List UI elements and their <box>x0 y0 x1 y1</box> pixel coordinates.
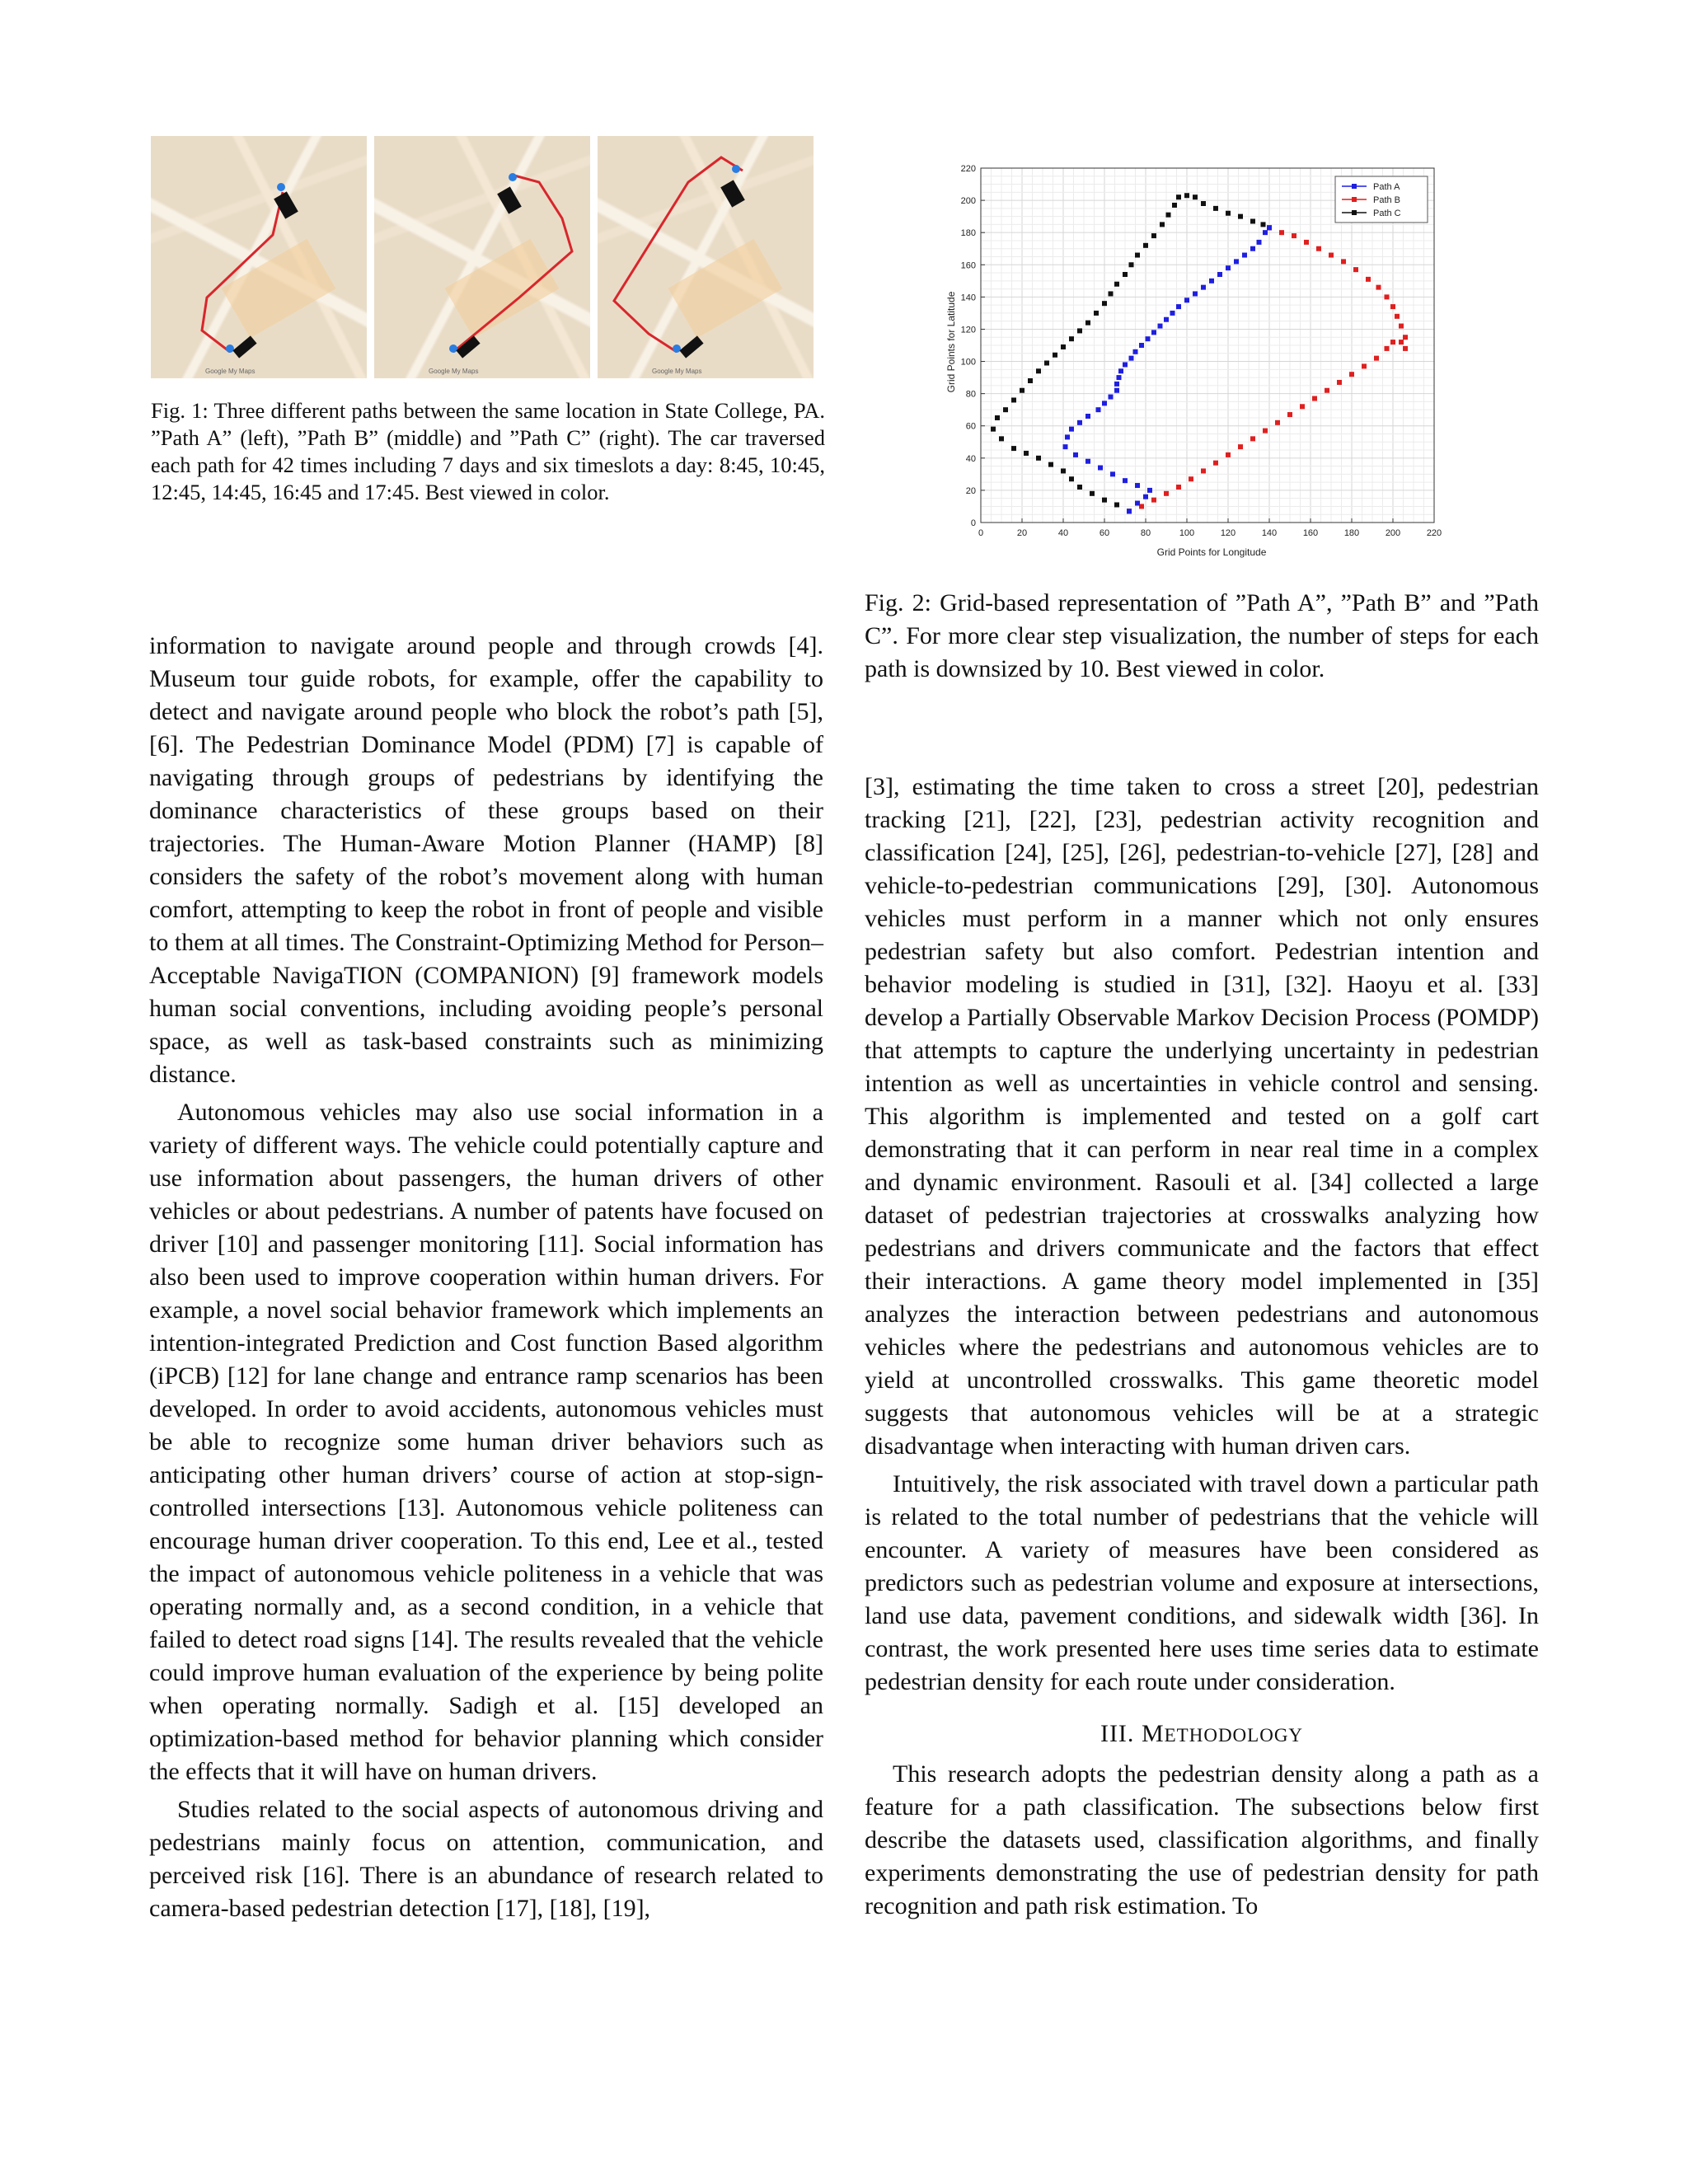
data-point <box>1287 412 1292 417</box>
x-tick-label: 120 <box>1220 528 1236 538</box>
data-point <box>1193 194 1198 199</box>
data-point <box>1160 222 1165 227</box>
data-point <box>1184 193 1189 198</box>
y-axis-label: Grid Points for Latitude <box>945 291 957 393</box>
y-tick-label: 20 <box>965 485 976 496</box>
data-point <box>1385 346 1390 351</box>
data-point <box>1226 211 1231 216</box>
data-point <box>1151 233 1156 238</box>
data-point <box>1061 468 1066 473</box>
data-point <box>1135 253 1140 258</box>
data-point <box>1096 407 1101 412</box>
x-tick-label: 100 <box>1179 528 1195 538</box>
x-tick-label: 220 <box>1426 528 1442 538</box>
data-point <box>1312 396 1317 401</box>
y-tick-label: 60 <box>965 421 976 432</box>
x-tick-label: 60 <box>1099 528 1110 538</box>
map-path-b <box>374 136 590 378</box>
chart-legend <box>1335 176 1428 223</box>
data-point <box>1234 259 1239 264</box>
y-tick-label: 200 <box>960 196 976 207</box>
data-point <box>1390 304 1395 309</box>
data-point <box>1123 272 1128 277</box>
data-point <box>1189 476 1193 481</box>
x-tick-label: 180 <box>1343 528 1360 538</box>
y-tick-label: 140 <box>960 293 976 303</box>
data-point <box>1109 395 1114 400</box>
y-tick-label: 160 <box>960 260 976 271</box>
data-point <box>1193 291 1198 296</box>
data-point <box>991 427 996 432</box>
start-marker-icon <box>732 165 740 173</box>
end-marker-icon <box>226 344 234 353</box>
data-point <box>1069 476 1074 481</box>
data-point <box>1048 462 1053 467</box>
data-point <box>1238 214 1243 219</box>
data-point <box>1117 375 1122 380</box>
y-tick-label: 100 <box>960 357 976 368</box>
data-point <box>1366 277 1371 282</box>
data-point <box>1213 206 1218 211</box>
data-point <box>1316 246 1321 251</box>
data-point <box>1090 491 1095 496</box>
x-tick-label: 80 <box>1140 528 1151 538</box>
figure-1-caption: Fig. 1: Three different paths between the same location in State College, PA. ”Path A” (left), ”Path B” (middle) and ”Path C” (right). The car traversed each path for 42 times including 7 days and six timeslots a day: 8:45, 10:45, 12:45, 14:45, 16:45 and 17:45. Best viewed in color. <box>151 398 825 504</box>
data-point <box>1143 494 1148 499</box>
data-point <box>1069 336 1074 341</box>
data-point <box>1143 243 1148 248</box>
data-point <box>1349 372 1354 377</box>
data-point <box>1102 498 1107 503</box>
paragraph: This research adopts the pedestrian density along a path as a feature for a path classification. The subsections below first describe the datasets used, classification algorithms, and finally experiments demonstrating the use of pedestrian density for path recognition and path risk estimation. To <box>865 1760 1539 1919</box>
data-point <box>1176 194 1181 199</box>
data-point <box>1390 340 1395 344</box>
data-point <box>1114 282 1119 287</box>
data-point <box>1102 301 1107 306</box>
y-tick-label: 0 <box>970 518 976 528</box>
data-point <box>1085 321 1090 326</box>
data-point <box>1166 213 1171 218</box>
figure-2-caption: Fig. 2: Grid-based representation of ”Path A”, ”Path B” and ”Path C”. For more clear step visualization, the number of steps for each path is downsized by 10. Best viewed in color. <box>865 589 1539 682</box>
legend-label: Path C <box>1373 209 1401 218</box>
map-path-a-route <box>151 136 367 378</box>
data-point <box>1238 444 1243 449</box>
data-point <box>1164 317 1169 322</box>
data-point <box>1151 498 1156 503</box>
left-column <box>149 630 823 1925</box>
data-point <box>1147 488 1152 493</box>
data-point <box>1114 503 1119 508</box>
data-point <box>1263 230 1268 235</box>
data-point <box>1158 324 1163 329</box>
data-point <box>1209 279 1214 284</box>
legend-label: Path B <box>1373 195 1401 205</box>
data-point <box>1217 272 1222 277</box>
data-point <box>1267 225 1272 230</box>
map-path-b-route <box>374 136 590 378</box>
figure-2-chart <box>940 157 1451 569</box>
data-point <box>1020 388 1025 393</box>
data-point <box>1077 328 1082 333</box>
data-point <box>1300 404 1305 409</box>
y-tick-label: 220 <box>960 164 976 174</box>
data-point <box>1073 452 1078 457</box>
data-point <box>1123 478 1128 483</box>
path-grid-chart <box>940 157 1451 569</box>
map-credit: Google My Maps <box>205 368 256 375</box>
data-point <box>1036 456 1041 461</box>
figure-1 <box>151 136 825 378</box>
section-number: III. <box>1100 1720 1135 1747</box>
right-column <box>865 771 1539 1923</box>
data-point <box>1011 397 1016 402</box>
svg-text:Google My Maps: Google My Maps <box>429 368 479 375</box>
legend-marker <box>1352 210 1357 215</box>
data-point <box>1127 509 1132 513</box>
data-point <box>1385 294 1390 299</box>
data-point <box>1129 356 1134 361</box>
data-point <box>1250 246 1255 251</box>
x-tick-label: 200 <box>1385 528 1401 538</box>
data-point <box>1226 265 1231 270</box>
data-point <box>1213 461 1218 466</box>
paragraph: [3], estimating the time taken to cross a street [20], pedestrian tracking [21], [22], [23], pedestrian activity recognition and classification [24], [25], [26], pedestrian-to-vehicle [27], [28] and vehicle-to-pedestrian communications [29], [30]. Autonomous vehicles must perform in a manner which not only ensures pedestrian safety but also comfort. Pedestrian intention and behavior modeling is studied in [31], [32]. Haoyu et al. [33] develop a Partially Observable Markov Decision Process (POMDP) that attempts to capture the underlying uncertainty in pedestrian intention as well as uncertainties in vehicle control and sensing. This algorithm is implemented and tested on a golf cart demonstrating that it can perform in near real time in a complex and dynamic environment. Rasouli et al. [34] collected a large dataset of pedestrian trajectories at crosswalks analyzing how pedestrians and drivers communicate and the factors that effect their interactions. A game theory model implemented in [35] analyzes the interaction between pedestrians and autonomous vehicles where the pedestrians and autonomous vehicles are to yield at uncontrolled crosswalks. This game theoretic model suggests that autonomous vehicles will be at a strategic disadvantage when interacting with human driven cars. <box>865 773 1539 1460</box>
data-point <box>1403 346 1408 351</box>
data-point <box>1329 253 1334 258</box>
data-point <box>1077 420 1082 425</box>
data-point <box>1063 444 1068 449</box>
data-point <box>1257 240 1262 245</box>
paragraph: Autonomous vehicles may also use social information in a variety of different ways. The vehicle could potentially capture and use information about passengers, the human drivers of other vehicles or about pedestrians. A number of patents have focused on driver [10] and passenger monitoring [11]. Social information has also been used to improve cooperation within human drivers. For example, a novel social behavior framework which implements an intention-integrated Prediction and Cost function Based algorithm (iPCB) [12] for lane change and entrance ramp scenarios has been developed. In order to avoid accidents, autonomous vehicles must be able to recognize some human driver behaviors such as anticipating other human drivers’ course of action at stop-sign-controlled intersections [13]. Autonomous vehicle politeness can encourage human driver cooperation. To this end, Lee et al., tested the impact of autonomous vehicle politeness in a vehicle that was operating normally and, as a second condition, in a vehicle that failed to detect road signs [14]. The results revealed that the vehicle could improve human evaluation of the experience by being polite when operating normally. Sadigh et al. [15] developed an optimization-based method for behavior planning which consider the effects that it will have on human drivers. <box>149 1099 823 1785</box>
data-point <box>1362 363 1367 368</box>
data-point <box>1133 349 1138 354</box>
data-point <box>1337 380 1342 385</box>
data-point <box>1065 434 1070 439</box>
data-point <box>1114 382 1119 387</box>
data-point <box>995 415 1000 420</box>
data-point <box>1403 335 1408 340</box>
data-point <box>1114 388 1119 393</box>
start-marker-icon <box>509 173 517 181</box>
data-point <box>1395 314 1400 319</box>
data-point <box>1263 429 1268 434</box>
start-marker-icon <box>277 183 285 191</box>
x-tick-label: 160 <box>1302 528 1319 538</box>
data-point <box>1053 353 1057 358</box>
data-point <box>1201 285 1206 290</box>
data-point <box>1275 420 1280 425</box>
data-point <box>1011 446 1016 451</box>
data-point <box>1094 311 1099 316</box>
data-point <box>1024 451 1029 456</box>
data-point <box>1129 262 1134 267</box>
paragraph: information to navigate around people and through crowds [4]. Museum tour guide robots, for example, offer the capability to detect and navigate around people who block the robot’s path [5], [6]. The Pedestrian Dominance Model (PDM) [7] is capable of navigating through groups of pedestrians by identifying the dominance characteristics of these groups based on their trajectories. The Human-Aware Motion Planner (HAMP) [8] considers the safety of the robot’s movement along with human comfort, attempting to keep the robot in front of people and visible to them at all times. The Constraint-Optimizing Method for Person–Acceptable NavigaTION (COMPANION) [9] framework models human social conventions, including avoiding people’s personal space, as well as task-based constraints such as minimizing distance. <box>149 632 823 1088</box>
data-point <box>1376 285 1381 290</box>
x-tick-label: 0 <box>978 528 984 538</box>
data-point <box>1003 407 1008 412</box>
legend-label: Path A <box>1373 182 1400 192</box>
data-point <box>1028 378 1033 383</box>
data-point <box>1102 401 1107 405</box>
data-point <box>999 436 1004 441</box>
data-point <box>1164 491 1169 496</box>
data-point <box>1139 343 1144 348</box>
data-point <box>1201 201 1206 206</box>
data-point <box>1170 311 1175 316</box>
x-axis-label: Grid Points for Longitude <box>1156 546 1267 558</box>
section-title-rest: ETHODOLOGY <box>1164 1725 1304 1746</box>
y-tick-label: 80 <box>965 389 976 400</box>
data-point <box>1176 304 1181 309</box>
data-point <box>1353 267 1358 272</box>
paragraph: Studies related to the social aspects of autonomous driving and pedestrians mainly focus on attention, communication, and perceived risk [16]. There is an abundance of research related to camera-based pedestrian detection [17], [18], [19], <box>149 1796 823 1922</box>
legend-marker <box>1352 184 1357 189</box>
data-point <box>1077 485 1082 490</box>
end-marker-icon <box>449 344 457 353</box>
data-point <box>1172 203 1177 208</box>
data-point <box>1044 361 1049 366</box>
data-point <box>1085 459 1090 464</box>
data-point <box>1110 471 1115 476</box>
map-row <box>151 136 825 378</box>
data-point <box>1176 485 1181 490</box>
data-point <box>1304 240 1309 245</box>
section-title-first: M <box>1141 1720 1165 1747</box>
x-tick-label: 20 <box>1016 528 1028 538</box>
data-point <box>1135 501 1140 506</box>
map-path-a <box>151 136 367 378</box>
data-point <box>1261 222 1266 227</box>
data-point <box>1279 230 1284 235</box>
x-tick-label: 40 <box>1057 528 1069 538</box>
data-point <box>1135 483 1140 488</box>
data-point <box>1250 219 1255 224</box>
data-point <box>1226 452 1231 457</box>
data-point <box>1061 344 1066 349</box>
data-point <box>1325 388 1329 393</box>
data-point <box>1069 427 1074 432</box>
data-point <box>1085 414 1090 419</box>
data-point <box>1118 368 1123 373</box>
y-tick-label: 120 <box>960 325 976 335</box>
data-point <box>1098 466 1103 471</box>
data-point <box>1184 298 1189 302</box>
section-heading <box>865 1720 1539 1748</box>
x-tick-label: 140 <box>1261 528 1278 538</box>
data-point <box>1292 233 1296 238</box>
data-point <box>1399 340 1404 344</box>
data-point <box>1109 291 1114 296</box>
y-tick-label: 180 <box>960 228 976 239</box>
legend-marker <box>1352 197 1357 202</box>
data-point <box>1242 253 1247 258</box>
data-point <box>1250 436 1255 441</box>
data-point <box>1146 336 1151 341</box>
data-point <box>1399 324 1404 329</box>
paragraph: Intuitively, the risk associated with travel down a particular path is related to the total number of pedestrians that the vehicle will encounter. A variety of measures have been considered as predictors such as pedestrian volume and exposure at intersections, land use data, pavement conditions, and sidewalk width [36]. In contrast, the work presented here uses time series data to estimate pedestrian density for each route under consideration. <box>865 1470 1539 1695</box>
data-point <box>1151 330 1156 335</box>
svg-text:Google My Maps: Google My Maps <box>652 368 702 375</box>
data-point <box>1341 259 1346 264</box>
data-point <box>1123 362 1128 367</box>
map-path-c-route <box>598 136 814 378</box>
map-path-c <box>598 136 814 378</box>
data-point <box>1201 468 1206 473</box>
end-marker-icon <box>673 344 681 353</box>
data-point <box>1036 368 1041 373</box>
y-tick-label: 40 <box>965 453 976 464</box>
data-point <box>1374 356 1379 361</box>
